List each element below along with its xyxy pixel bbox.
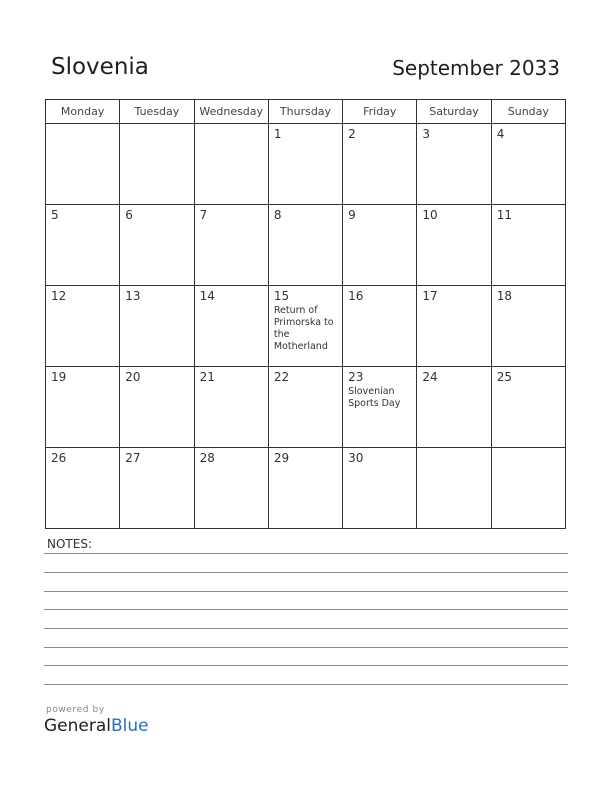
weekday-header: Sunday [491,100,565,124]
day-cell [120,367,194,448]
weekday-header-row [46,100,566,124]
day-cell [268,448,342,529]
week-row [46,448,566,529]
day-number: 11 [496,208,512,222]
day-cell [46,286,120,367]
day-number: 19 [51,370,67,384]
day-number: 1 [273,127,282,141]
day-cell [46,448,120,529]
calendar-grid [45,99,566,529]
notes-line [44,628,568,629]
day-cell [491,367,565,448]
notes-line [44,553,568,554]
day-number: 29 [273,451,290,465]
day-number: 10 [422,208,438,222]
day-cell [194,124,268,205]
day-number: 17 [422,289,438,303]
day-cell [120,124,194,205]
day-cell [343,124,417,205]
notes-line [44,647,568,648]
day-number: 16 [348,289,364,303]
powered-by-text: powered by [46,705,105,715]
day-cell [343,286,417,367]
day-cell [491,205,565,286]
holiday-label: Slovenian Sports Day [348,386,401,409]
day-number: 2 [348,127,356,141]
day-cell [120,286,194,367]
day-cell [417,286,491,367]
day-cell [343,367,417,448]
notes-line [44,684,568,685]
day-cell [343,448,417,529]
weekday-header: Wednesday [194,100,268,124]
day-number: 12 [51,289,67,303]
day-number: 18 [496,289,512,303]
day-number: 25 [496,370,512,384]
day-cell [268,205,342,286]
day-number: 7 [199,208,208,222]
day-number: 28 [199,451,215,465]
day-number: 8 [273,208,282,222]
day-number: 27 [125,451,141,465]
weekday-header: Thursday [268,100,342,124]
day-cell [417,367,491,448]
day-cell [194,286,268,367]
weekday-header: Tuesday [120,100,194,124]
holiday-label: Return of Primorska to the Motherland [273,305,334,352]
day-number: 20 [125,370,141,384]
generalblue-logo [44,716,149,736]
notes-line [44,572,568,573]
day-number: 23 [348,370,364,384]
day-cell [194,367,268,448]
notes-line [44,665,568,666]
week-row [46,124,566,205]
week-row [46,205,566,286]
day-number: 30 [348,451,364,465]
day-cell [46,367,120,448]
calendar-month-title: September 2033 [392,56,560,80]
day-number: 13 [125,289,141,303]
day-number: 24 [422,370,438,384]
day-number: 26 [51,451,67,465]
day-number: 6 [125,208,133,222]
week-row [46,367,566,448]
logo-text-blue: Blue [111,716,149,736]
day-number: 3 [422,127,431,141]
day-cell [194,448,268,529]
day-cell [491,448,565,529]
day-number: 22 [273,370,290,384]
day-number: 9 [348,208,356,222]
day-number: 5 [51,208,59,222]
weekday-header: Saturday [417,100,491,124]
day-cell [46,124,120,205]
day-cell [194,205,268,286]
day-cell [268,124,342,205]
day-cell [417,205,491,286]
day-cell [343,205,417,286]
day-cell [268,286,342,367]
day-cell [417,448,491,529]
week-row [46,286,566,367]
notes-label: NOTES: [47,537,92,551]
notes-line [44,591,568,592]
day-cell [417,124,491,205]
logo-text-general: General [44,716,111,736]
calendar-country-title: Slovenia [51,54,149,80]
day-number: 14 [199,289,215,303]
day-cell [46,205,120,286]
weekday-header: Monday [46,100,120,124]
day-cell [120,205,194,286]
day-number: 4 [496,127,505,141]
day-cell [491,124,565,205]
day-cell [491,286,565,367]
day-number: 21 [199,370,215,384]
notes-line [44,609,568,610]
day-number: 15 [273,289,290,303]
day-cell [268,367,342,448]
weekday-header: Friday [343,100,417,124]
day-cell [120,448,194,529]
